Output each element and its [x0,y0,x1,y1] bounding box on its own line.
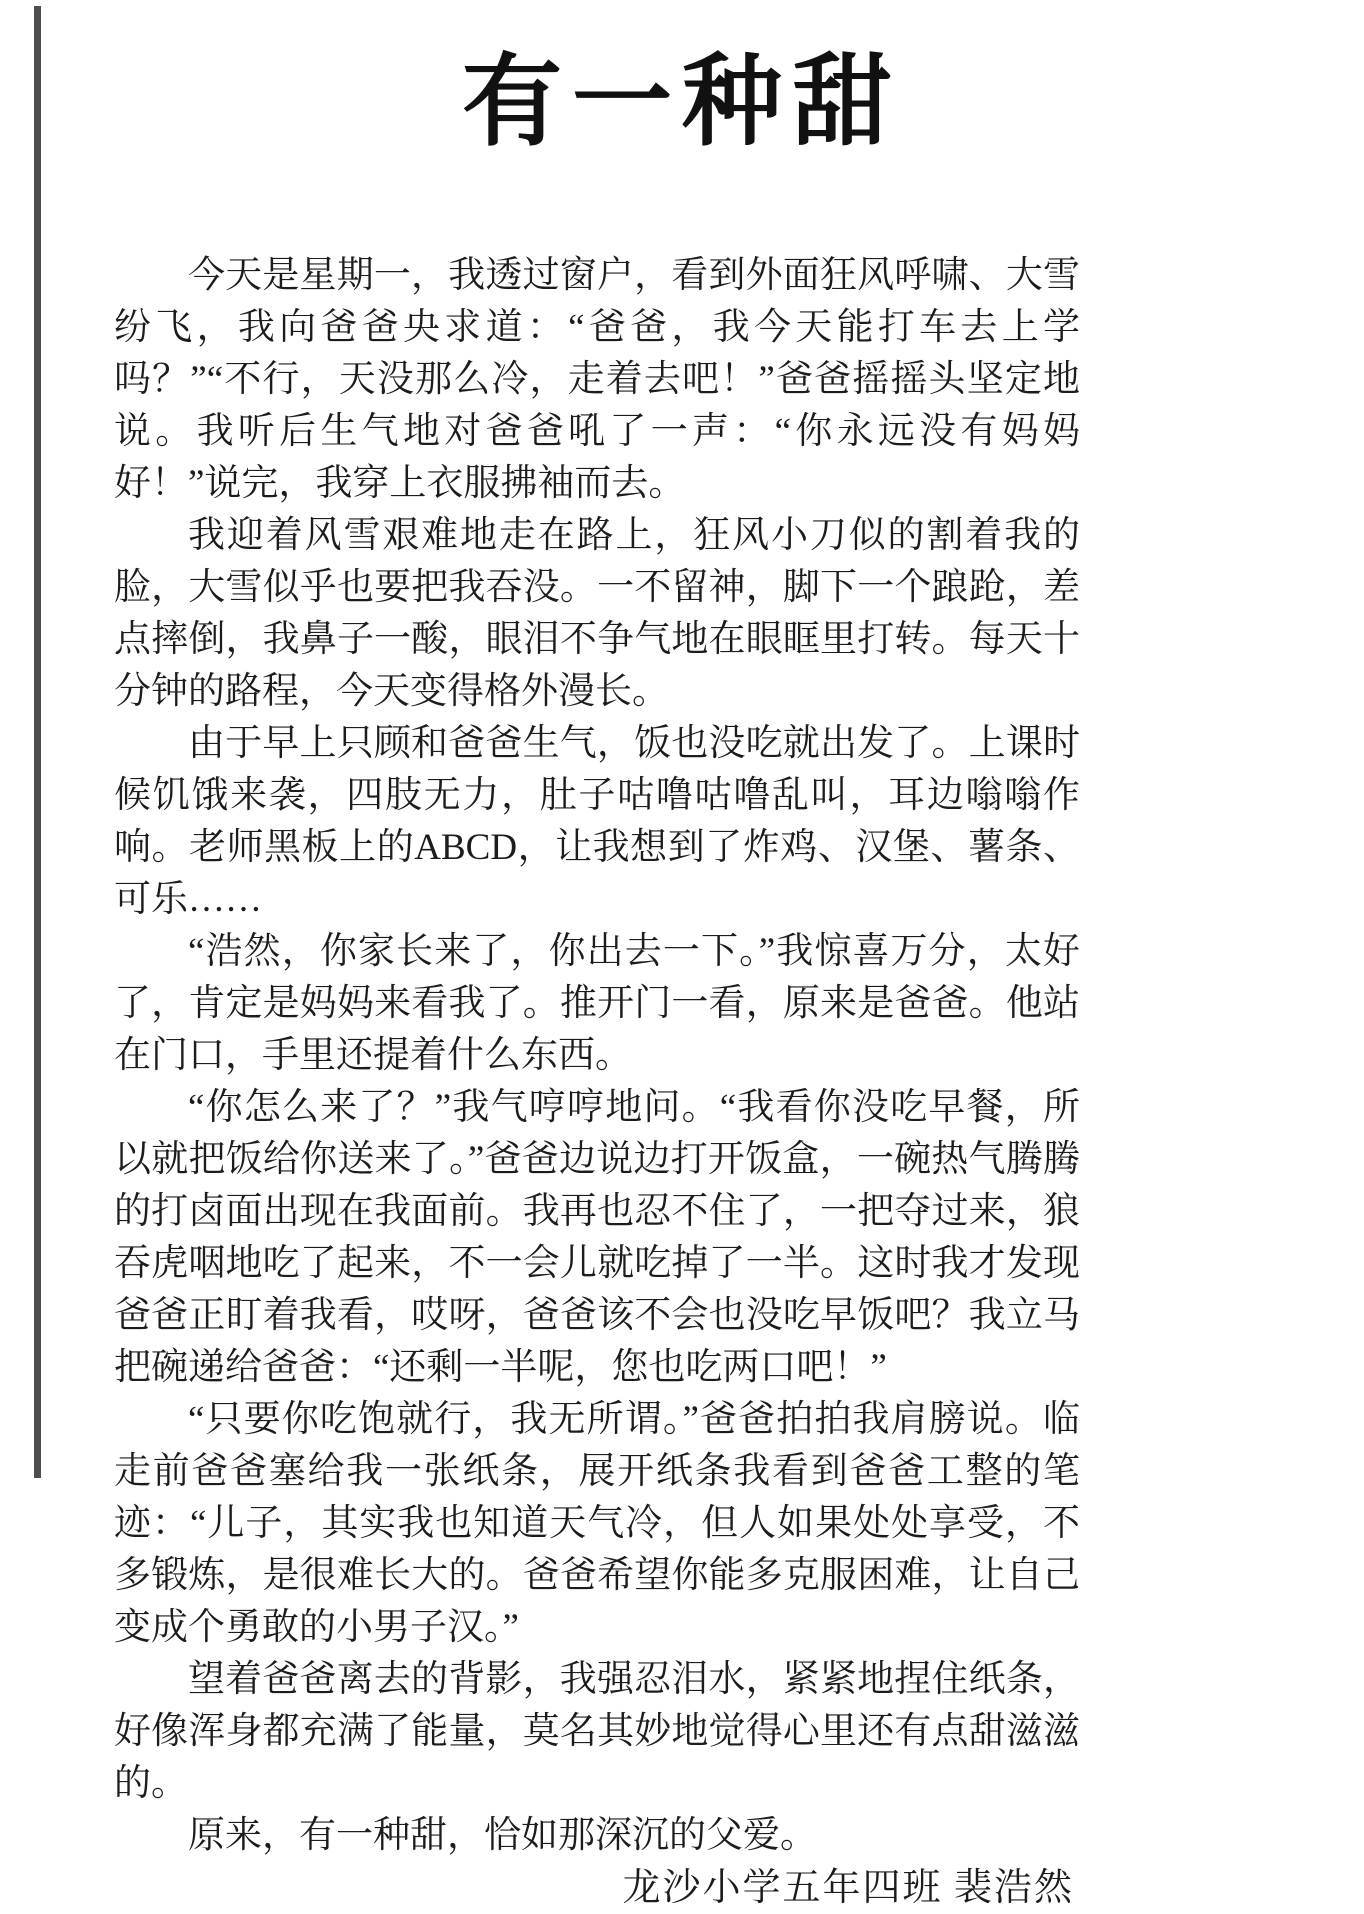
essay-paragraph: “你怎么来了？”我气哼哼地问。“我看你没吃早餐，所以就把饭给你送来了。”爸爸边说边打开饭盒，一碗热气腾腾的打卤面出现在我面前。我再也忍不住了，一把夺过来，狼吞虎咽地吃了起来，不一会儿就吃掉了一半。这时我才发现爸爸正盯着我看，哎呀，爸爸该不会也没吃早饭吧？我立马把碗递给爸爸：“还剩一半呢，您也吃两口吧！” [114,1087,1080,1388]
essay-paragraph: 我迎着风雪艰难地走在路上，狂风小刀似的割着我的脸，大雪似乎也要把我吞没。一不留神，脚下一个踉跄，差点摔倒，我鼻子一酸，眼泪不争气地在眼眶里打转。每天十分钟的路程，今天变得格外漫长。 [114,515,1080,712]
essay-paragraph: “浩然，你家长来了，你出去一下。”我惊喜万分，太好了，肯定是妈妈来看我了。推开门一看，原来是爸爸。他站在门口，手里还提着什么东西。 [114,931,1080,1076]
essay-title: 有一种甜 [462,43,902,160]
essay-paragraph: 由于早上只顾和爸爸生气，饭也没吃就出发了。上课时候饥饿来袭，四肢无力，肚子咕噜咕噜乱叫，耳边嗡嗡作响。老师黑板上的ABCD，让我想到了炸鸡、汉堡、薯条、可乐…… [114,723,1080,920]
author-byline: 龙沙小学五年四班 裴浩然 [622,1867,1074,1909]
left-margin-rule [34,6,41,1478]
essay-paragraph: “只要你吃饱就行，我无所谓。”爸爸拍拍我肩膀说。临走前爸爸塞给我一张纸条，展开纸条我看到爸爸工整的笔迹：“儿子，其实我也知道天气冷，但人如果处处享受，不多锻炼，是很难长大的。爸爸希望你能多克服困难，让自己变成个勇敢的小男子汉。” [114,1399,1080,1648]
essay-paragraph: 今天是星期一，我透过窗户，看到外面狂风呼啸、大雪纷飞，我向爸爸央求道：“爸爸，我今天能打车去上学吗？”“不行，天没那么冷，走着去吧！”爸爸摇摇头坚定地说。我听后生气地对爸爸吼了一声：“你永远没有妈妈好！”说完，我穿上衣服拂袖而去。 [114,255,1081,504]
essay-paragraph: 原来，有一种甜，恰如那深沉的父爱。 [188,1815,817,1856]
essay-body [114,250,1080,1914]
essay-paragraph: 望着爸爸离去的背影，我强忍泪水，紧紧地捏住纸条，好像浑身都充满了能量，莫名其妙地觉得心里还有点甜滋滋的。 [114,1659,1080,1804]
